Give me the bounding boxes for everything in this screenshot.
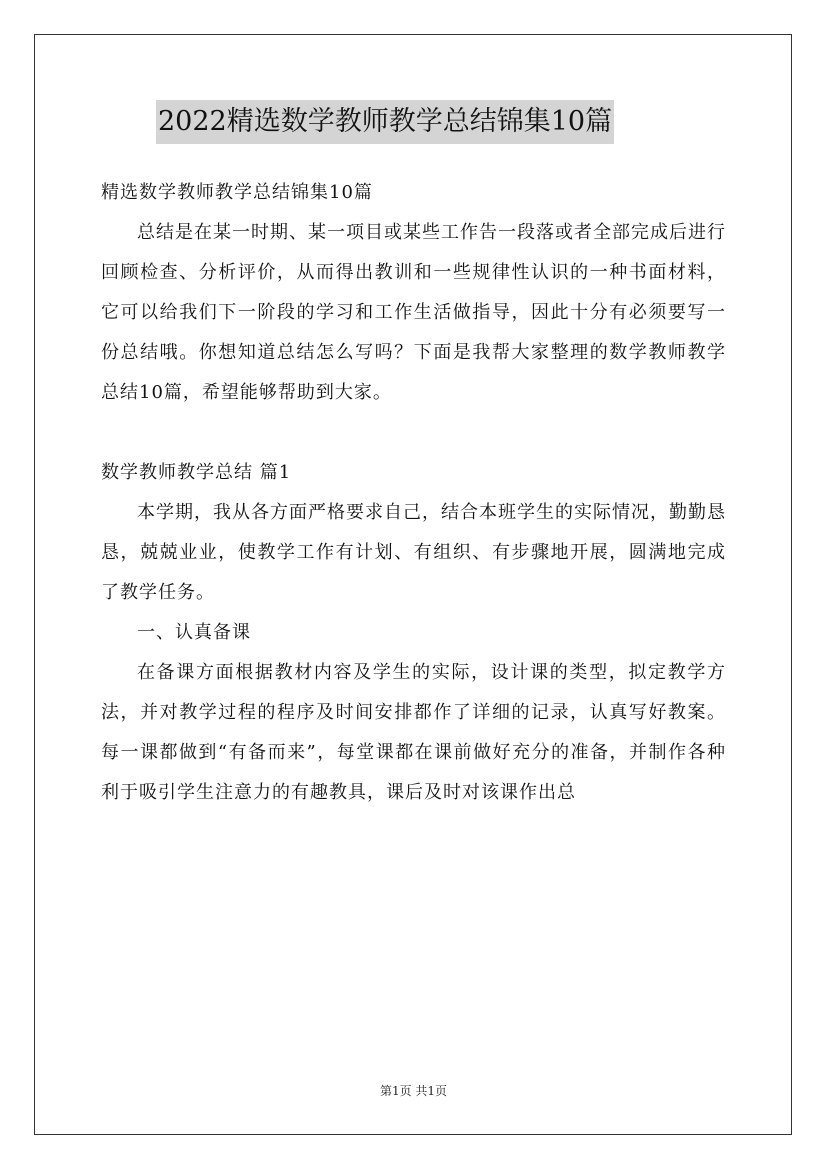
document-subtitle: 精选数学教师教学总结锦集10篇 — [101, 182, 373, 203]
document-body — [101, 173, 726, 813]
section-heading: 数学教师教学总结 篇1 — [101, 462, 292, 483]
intro-paragraph: 总结是在某一时期、某一项目或某些工作告一段落或者全部完成后进行回顾检查、分析评价，从而得出教训和一些规律性认识的一种书面材料，它可以给我们下一阶段的学习和工作生活做指导，因此十分有必须要写一份总结哦。你想知道总结怎么写吗？下面是我帮大家整理的数学教师教学总结10篇，希望能够帮助到大家。 — [101, 222, 726, 403]
document-title: 2022精选数学教师教学总结锦集10篇 — [156, 100, 614, 144]
subheading-prepare-lessons: 一、认真备课 — [137, 622, 251, 643]
paragraph-gap — [101, 413, 726, 453]
section-paragraph-2: 在备课方面根据教材内容及学生的实际，设计课的类型，拟定教学方法，并对教学过程的程序及时间安排都作了详细的记录，认真写好教案。每一课都做到“有备而来”，每堂课都在课前做好充分的准备，并制作各种利于吸引学生注意力的有趣教具，课后及时对该课作出总 — [101, 662, 726, 803]
page-footer: 第1页 共1页 — [379, 1084, 448, 1098]
section-paragraph-1: 本学期，我从各方面严格要求自己，结合本班学生的实际情况，勤勤恳恳，兢兢业业，使教学工作有计划、有组织、有步骤地开展，圆满地完成了教学任务。 — [101, 502, 726, 603]
